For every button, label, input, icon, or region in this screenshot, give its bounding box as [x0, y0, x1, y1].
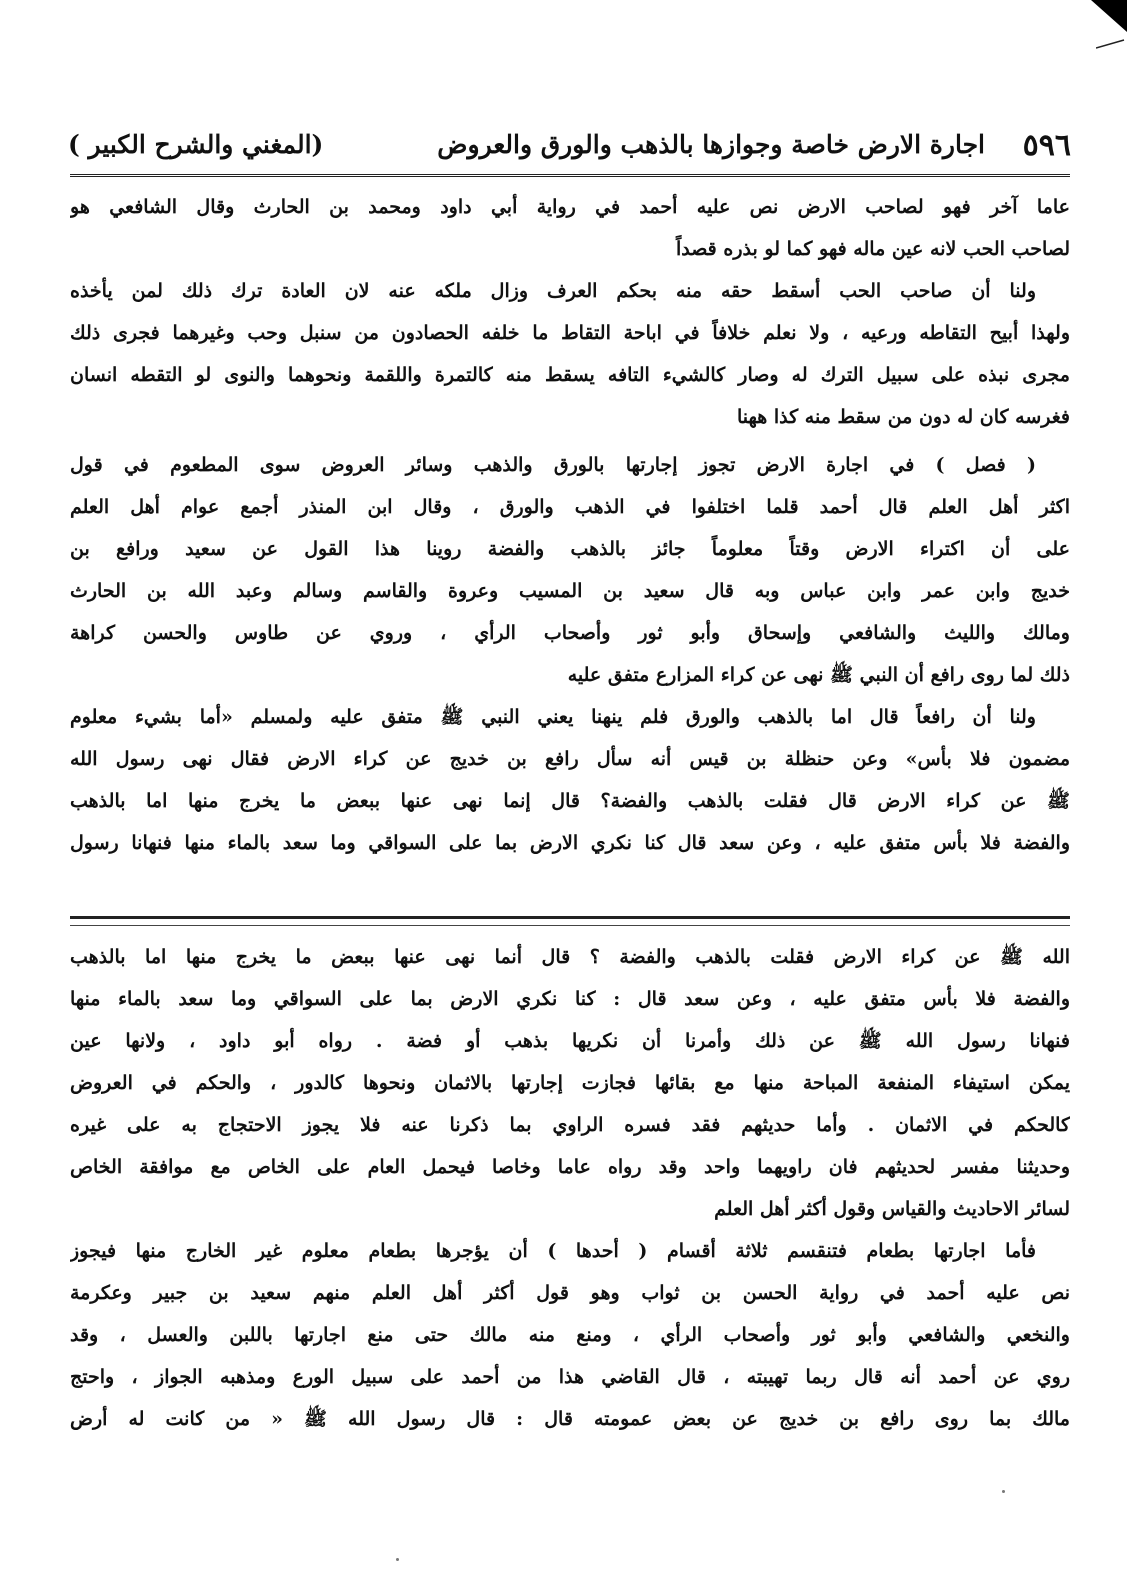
scan-speck: [1002, 1490, 1005, 1493]
text-line: اكثر أهل العلم قال أحمد قلما اختلفوا في الذهب والورق ، وقال ابن المنذر أجمع عوام أهل العلم: [70, 496, 1070, 518]
text-line: روي عن أحمد أنه قال ربما تهيبته ، قال القاضي هذا من أحمد على سبيل الورع ومذهبه الجواز ، واحتج: [70, 1366, 1070, 1388]
section-divider: [70, 916, 1070, 926]
text-line: مالك بما روى رافع بن خديج عن بعض عمومته قال : قال رسول الله ﷺ « من كانت له أرض: [70, 1408, 1070, 1430]
text-line: على أن اكتراء الارض وقتاً معلوماً جائز بالذهب والفضة روينا هذا القول عن سعيد ورافع بن: [70, 538, 1070, 560]
text-line: ولنا أن صاحب الحب أسقط حقه منه بحكم العرف وزال ملكه عنه لان العادة ترك ذلك لمن يأخذه: [70, 280, 1036, 302]
text-line: خديج وابن عمر وابن عباس وبه قال سعيد بن المسيب وعروة والقاسم وسالم وعبد الله بن الحارث: [70, 580, 1070, 602]
text-line: يمكن استيفاء المنفعة المباحة منها مع بقائها فجازت إجارتها بالاثمان ونحوها كالدور ، والحكم في العروض: [70, 1072, 1070, 1094]
text-line: ولهذا أبيح التقاطه ورعيه ، ولا نعلم خلافاً في اباحة التقاط ما خلفه الحصادون من سنبل وحب وغيرهما فجرى ذلك: [70, 322, 1070, 344]
text-line: الله ﷺ عن كراء الارض فقلت بالذهب والفضة ؟ قال أنما نهى عنها ببعض ما يخرج منها اما بالذهب: [70, 946, 1070, 968]
upper-text-block: [70, 186, 1070, 864]
header-rule: [70, 174, 1070, 177]
text-line: فغرسه كان له دون من سقط منه كذا ههنا: [736, 406, 1070, 428]
text-line: فنهانا رسول الله ﷺ عن ذلك وأمرنا أن نكريها بذهب أو فضة . رواه أبو داود ، ولانها عين: [70, 1030, 1070, 1052]
page-header: [68, 128, 1071, 172]
lower-text-block: [70, 936, 1070, 1440]
page-title: اجارة الارض خاصة وجوازها بالذهب والورق والعروض: [437, 130, 985, 159]
text-line: ومالك والليث والشافعي وإسحاق وأبو ثور وأصحاب الرأي ، وروي عن طاوس والحسن كراهة: [70, 622, 1070, 644]
text-line: مضمون فلا بأس» وعن حنظلة بن قيس أنه سأل رافع بن خديج عن كراء الارض فقال نهى رسول الله: [70, 748, 1070, 770]
text-line: مجرى نبذه على سبيل الترك له وصار كالشيء التافه يسقط منه كالتمرة واللقمة ونحوهما والنوى لو التقطه انسان: [70, 364, 1070, 386]
page-number: ٥٩٦: [1022, 128, 1071, 163]
corner-stroke: [1096, 36, 1126, 50]
text-line: لصاحب الحب لانه عين ماله فهو كما لو بذره قصداً: [675, 238, 1070, 260]
corner-mark: [1087, 0, 1127, 40]
scan-speck: [396, 1558, 399, 1561]
text-line: والفضة فلا بأس متفق عليه ، وعن سعد قال : كنا نكري الارض بما على السواقي وما سعد بالماء منها: [70, 988, 1070, 1010]
text-line: والنخعي والشافعي وأبو ثور وأصحاب الرأي ، ومنع منه مالك حتى منع اجارتها باللبن والعسل ، وقد: [70, 1324, 1070, 1346]
text-line: عاما آخر فهو لصاحب الارض نص عليه أحمد في رواية أبي داود ومحمد بن الحارث وقال الشافعي هو: [70, 196, 1070, 218]
text-line: والفضة فلا بأس متفق عليه ، وعن سعد قال كنا نكري الارض بما على السواقي وما سعد بالماء منها فنهانا رسول: [70, 832, 1070, 854]
text-line: نص عليه أحمد في رواية الحسن بن ثواب وهو قول أكثر أهل العلم منهم سعيد بن جبير وعكرمة: [70, 1282, 1070, 1304]
text-line: ولنا أن رافعاً قال اما بالذهب والورق فلم ينهنا يعني النبي ﷺ متفق عليه ولمسلم «أما بشيء معلوم: [70, 706, 1036, 728]
text-line: ﷺ عن كراء الارض قال فقلت بالذهب والفضة؟ قال إنما نهى عنها ببعض ما يخرج منها اما بالذهب: [70, 790, 1070, 812]
section-heading-line: ( فصل ) في اجارة الارض تجوز إجارتها بالورق والذهب وسائر العروض سوى المطعوم في قول: [70, 454, 1036, 476]
text-line: لسائر الاحاديث والقياس وقول أكثر أهل العلم: [714, 1198, 1070, 1220]
book-title: (المغني والشرح الكبير ): [68, 130, 324, 159]
text-line: ذلك لما روى رافع أن النبي ﷺ نهى عن كراء المزارع متفق عليه: [567, 664, 1070, 686]
text-line: كالحكم في الاثمان . وأما حديثهم فقد فسره الراوي بما ذكرنا عنه فلا يجوز الاحتجاج به على غيره: [70, 1114, 1070, 1136]
text-line: وحديثنا مفسر لحديثهم فان راويهما واحد وقد رواه عاما وخاصا فيحمل العام على الخاص مع موافقة الخاص: [70, 1156, 1070, 1178]
text-line: فأما اجارتها بطعام فتنقسم ثلاثة أقسام ( أحدها ) أن يؤجرها بطعام معلوم غير الخارج منها فيجوز: [70, 1240, 1036, 1262]
